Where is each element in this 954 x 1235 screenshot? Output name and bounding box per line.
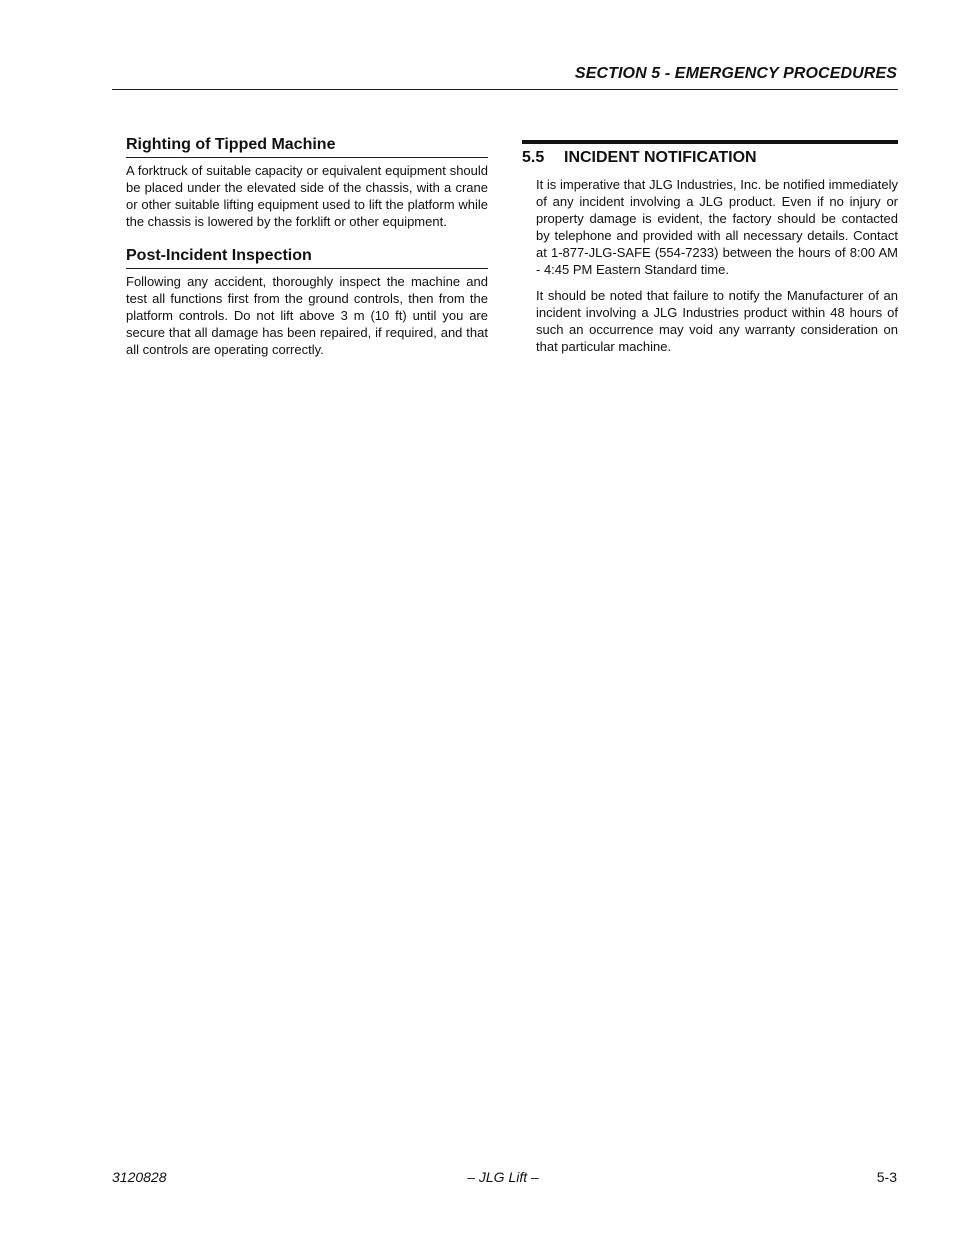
paragraph-notification-warranty: It should be noted that failure to notify the Manufacturer of an incident involving a JLG Industries product within 48 hours of such an occurrence may void any warranty consideration on that particular machine. <box>536 288 898 354</box>
section-header-title: SECTION 5 - EMERGENCY PROCEDURES <box>574 65 897 82</box>
section-title: INCIDENT NOTIFICATION <box>564 149 757 166</box>
section-number: 5.5 <box>522 149 545 166</box>
paragraph-righting-tipped-machine: A forktruck of suitable capacity or equivalent equipment should be placed under the elevated side of the chassis, with a crane or other suitable lifting equipment used to lift the platform while the chassis is lowered by the forklift or other equipment. <box>126 163 488 229</box>
left-column <box>126 136 488 358</box>
footer-page-number: 5-3 <box>876 1169 897 1185</box>
right-column <box>522 140 898 355</box>
footer-center-title: – JLG Lift – <box>467 1169 539 1185</box>
footer-doc-number: 3120828 <box>112 1169 167 1185</box>
section-top-bar <box>522 140 898 144</box>
section-heading-incident-notification <box>522 149 898 167</box>
heading-righting-tipped-machine: Righting of Tipped Machine <box>126 136 488 158</box>
header-divider <box>112 89 898 90</box>
paragraph-post-incident-inspection: Following any accident, thoroughly inspect the machine and test all functions first from the ground controls, then from the platform controls. Do not lift above 3 m (10 ft) until you are secure that all damage has been repaired, if required, and that all controls are operating correctly. <box>126 274 488 357</box>
heading-post-incident-inspection: Post-Incident Inspection <box>126 247 488 269</box>
paragraph-notification-contact: It is imperative that JLG Industries, Inc. be notified immediately of any incident involving a JLG product. Even if no injury or property damage is evident, the factory should be contacted by telephone and provided with all necessary details. Contact at 1-877-JLG-SAFE (554-7233) between the hours of 8:00 AM - 4:45 PM Eastern Standard time. <box>536 177 898 277</box>
